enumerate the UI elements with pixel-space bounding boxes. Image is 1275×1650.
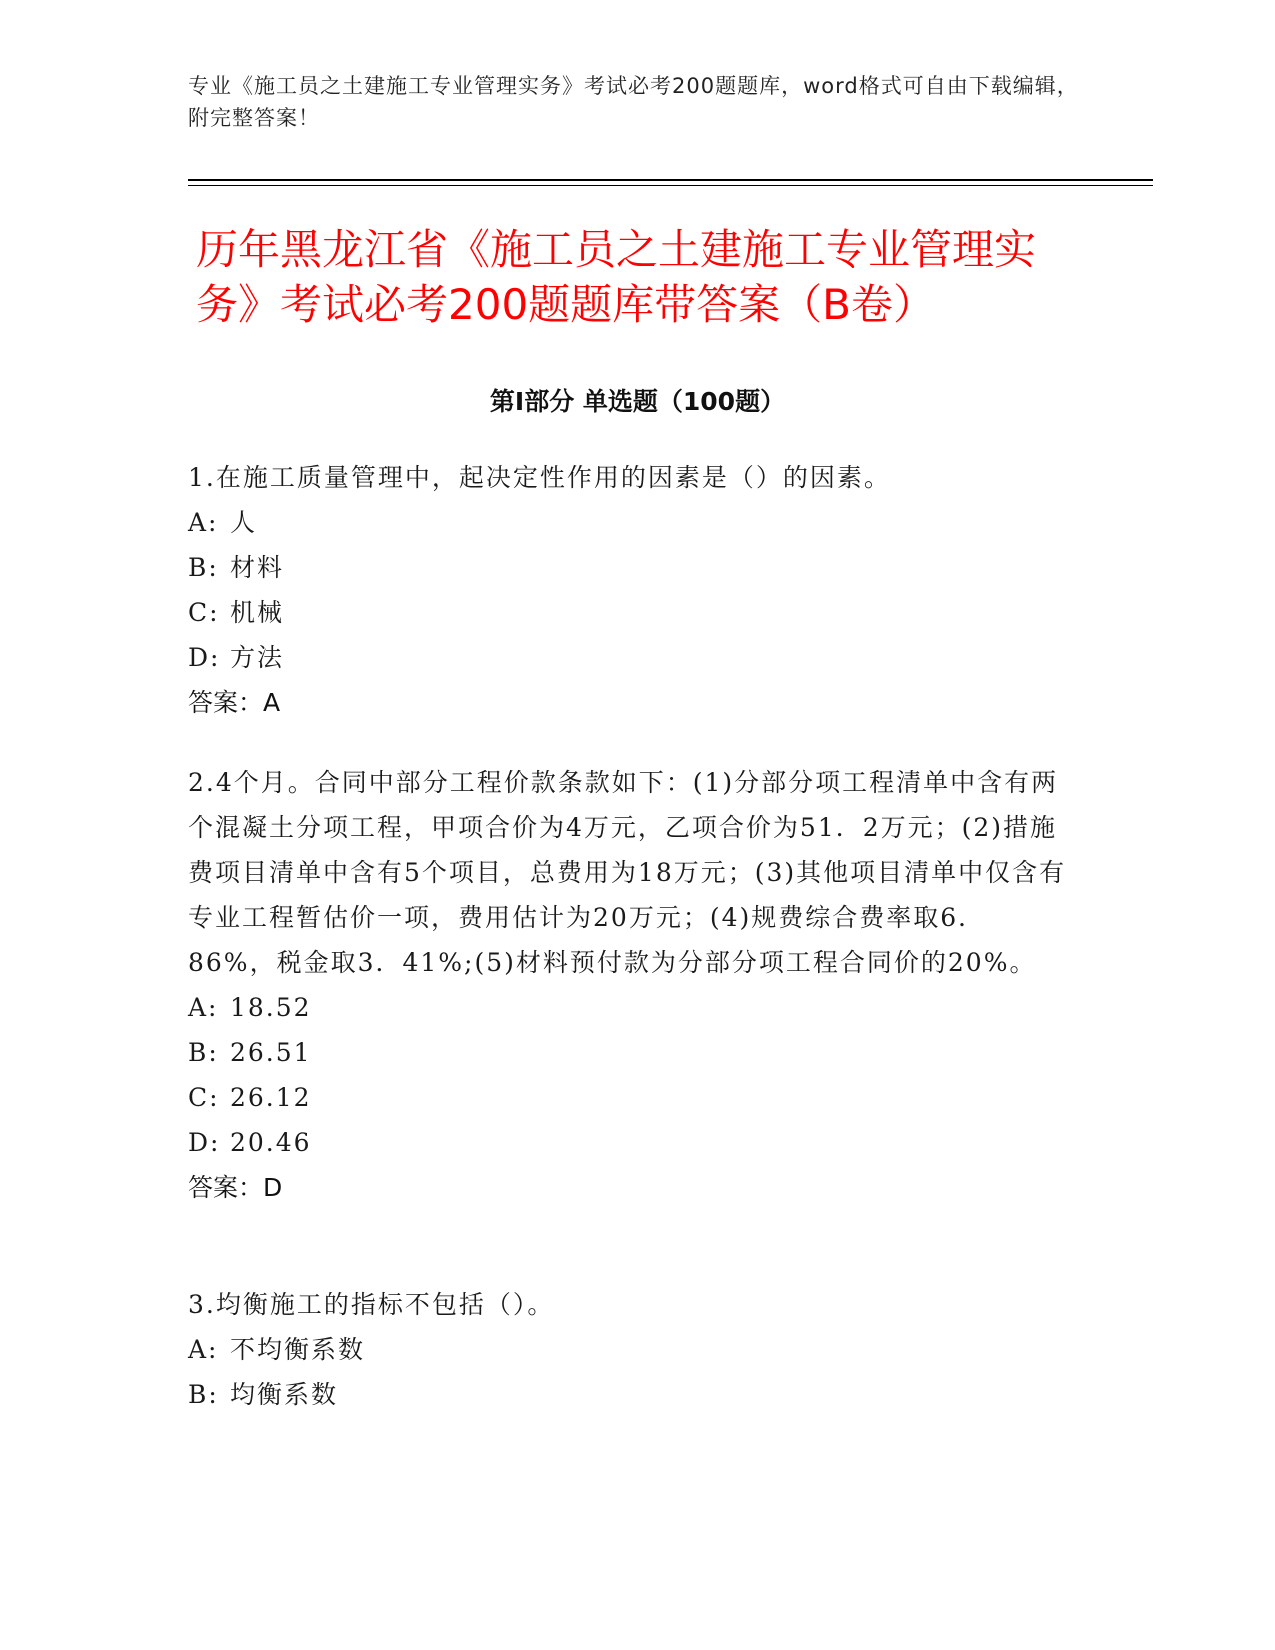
option-a xyxy=(188,985,1068,1030)
option-key: D: xyxy=(188,643,221,672)
option-d xyxy=(188,1120,1068,1165)
option-text: 机械 xyxy=(230,598,285,627)
option-c xyxy=(188,590,1068,635)
option-a xyxy=(188,1327,1068,1372)
option-text: 26.12 xyxy=(230,1083,312,1112)
option-key: A: xyxy=(188,508,219,537)
question-3 xyxy=(188,1282,1068,1417)
option-a xyxy=(188,500,1068,545)
option-key: C: xyxy=(188,598,220,627)
question-stem: 1.在施工质量管理中，起决定性作用的因素是（）的因素。 xyxy=(188,463,891,492)
option-c xyxy=(188,1075,1068,1120)
option-text: 材料 xyxy=(230,553,285,582)
section-heading: 第Ⅰ部分 单选题（100题） xyxy=(489,387,786,416)
answer-line: 答案：D xyxy=(188,1173,283,1202)
option-key: B: xyxy=(188,1380,219,1409)
option-b xyxy=(188,1030,1068,1075)
option-key: C: xyxy=(188,1083,220,1112)
option-text: 均衡系数 xyxy=(230,1380,339,1409)
option-key: A: xyxy=(188,1335,219,1364)
option-key: B: xyxy=(188,553,219,582)
question-stem: 2.4个月。合同中部分工程价款条款如下：(1)分部分项工程清单中含有两个混凝土分项工程，甲项合价为4万元，乙项合价为51．2万元；(2)措施费项目清单中含有5个项目，总费用为18万元；(3)其他项目清单中仅含有专业工程暂估价一项，费用估计为20万元；(4)规费综合费率取6．86%，税金取3．41%;(5)材料预付款为分部分项工程合同价的20%。 xyxy=(188,768,1067,977)
option-text: 26.51 xyxy=(230,1038,312,1067)
answer-line: 答案：A xyxy=(188,688,281,717)
option-d xyxy=(188,635,1068,680)
option-b xyxy=(188,1372,1068,1417)
header-divider-thin xyxy=(188,185,1153,186)
header-divider-thick xyxy=(188,179,1153,181)
question-stem: 3.均衡施工的指标不包括（）。 xyxy=(188,1290,555,1319)
option-text: 人 xyxy=(230,508,258,537)
document-title: 历年黑龙江省《施工员之土建施工专业管理实务》考试必考200题题库带答案（B卷） xyxy=(196,225,1037,329)
option-text: 18.52 xyxy=(230,993,312,1022)
option-key: A: xyxy=(188,993,219,1022)
option-key: B: xyxy=(188,1038,219,1067)
option-key: D: xyxy=(188,1128,221,1157)
option-text: 20.46 xyxy=(230,1128,312,1157)
header-note: 专业《施工员之土建施工专业管理实务》考试必考200题题库，word格式可自由下载编辑，附完整答案！ xyxy=(188,74,1079,130)
option-text: 方法 xyxy=(230,643,285,672)
question-2 xyxy=(188,760,1068,1210)
question-1 xyxy=(188,455,1068,725)
option-text: 不均衡系数 xyxy=(230,1335,366,1364)
option-b xyxy=(188,545,1068,590)
